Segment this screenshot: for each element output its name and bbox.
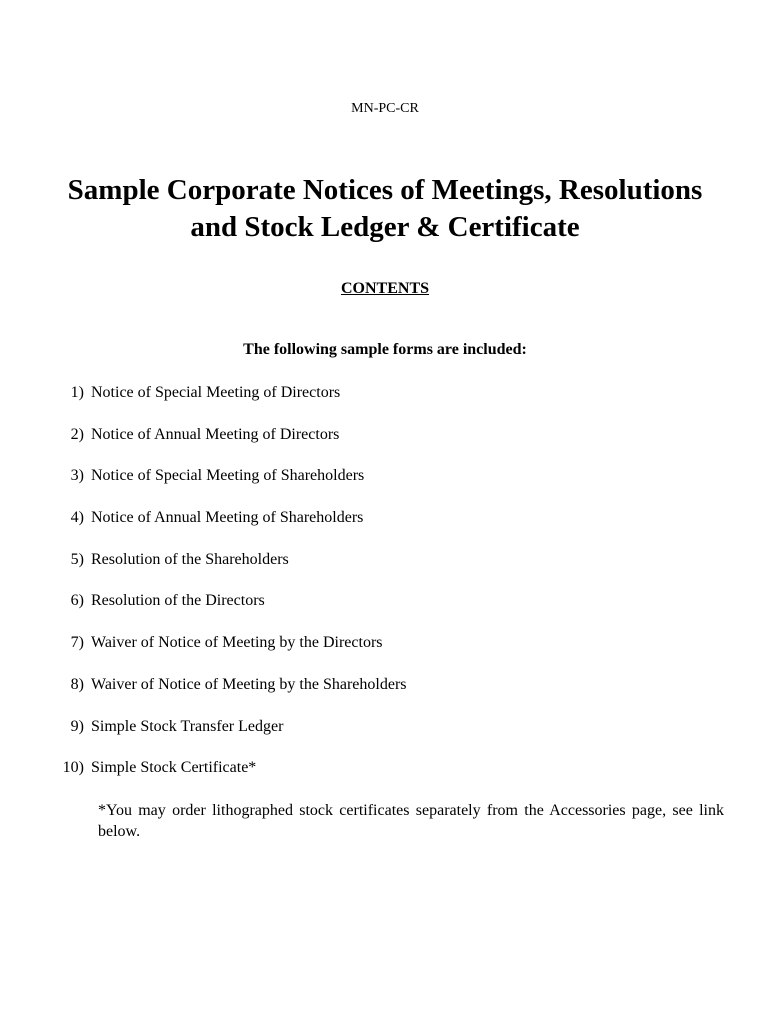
list-item-text: Notice of Special Meeting of Shareholders bbox=[91, 467, 365, 485]
list-item-number: 8) bbox=[70, 675, 84, 693]
list-item-text: Waiver of Notice of Meeting by the Shareholders bbox=[91, 675, 407, 693]
list-item-number: 5) bbox=[70, 550, 84, 568]
document-title bbox=[0, 172, 770, 246]
list-item bbox=[0, 466, 770, 508]
title-line-1: Sample Corporate Notices of Meetings, Resolutions bbox=[67, 174, 703, 206]
list-item-number: 2) bbox=[70, 425, 84, 443]
list-item-text: Notice of Annual Meeting of Shareholders bbox=[91, 509, 364, 527]
contents-list bbox=[0, 383, 770, 800]
list-item-number: 7) bbox=[70, 634, 84, 652]
list-item-number: 4) bbox=[70, 509, 84, 527]
list-item bbox=[0, 550, 770, 592]
title-line-2: and Stock Ledger & Certificate bbox=[190, 211, 580, 243]
list-item-text: Resolution of the Directors bbox=[91, 592, 265, 610]
list-item bbox=[0, 383, 770, 425]
list-item-text: Waiver of Notice of Meeting by the Directors bbox=[91, 634, 383, 652]
footnote: *You may order lithographed stock certificates separately from the Accessories page, see link below. bbox=[98, 802, 724, 840]
list-item bbox=[0, 675, 770, 717]
list-item-number: 9) bbox=[70, 717, 84, 735]
list-item bbox=[0, 633, 770, 675]
list-item-text: Notice of Annual Meeting of Directors bbox=[91, 425, 340, 443]
list-item-text: Resolution of the Shareholders bbox=[91, 550, 289, 568]
list-item-text: Simple Stock Certificate* bbox=[91, 759, 257, 777]
list-item bbox=[0, 591, 770, 633]
intro-text: The following sample forms are included: bbox=[243, 341, 527, 358]
list-item bbox=[0, 717, 770, 759]
list-item-text: Simple Stock Transfer Ledger bbox=[91, 717, 284, 735]
list-item-number: 6) bbox=[70, 592, 84, 610]
list-item-number: 1) bbox=[70, 384, 84, 401]
list-item-number: 3) bbox=[70, 467, 84, 485]
list-item bbox=[0, 508, 770, 550]
form-code: MN-PC-CR bbox=[351, 101, 419, 116]
list-item-text: Notice of Special Meeting of Directors bbox=[91, 384, 341, 401]
contents-heading: CONTENTS bbox=[340, 280, 430, 297]
list-item bbox=[0, 425, 770, 467]
list-item-number: 10) bbox=[62, 759, 84, 777]
list-item bbox=[0, 758, 770, 800]
